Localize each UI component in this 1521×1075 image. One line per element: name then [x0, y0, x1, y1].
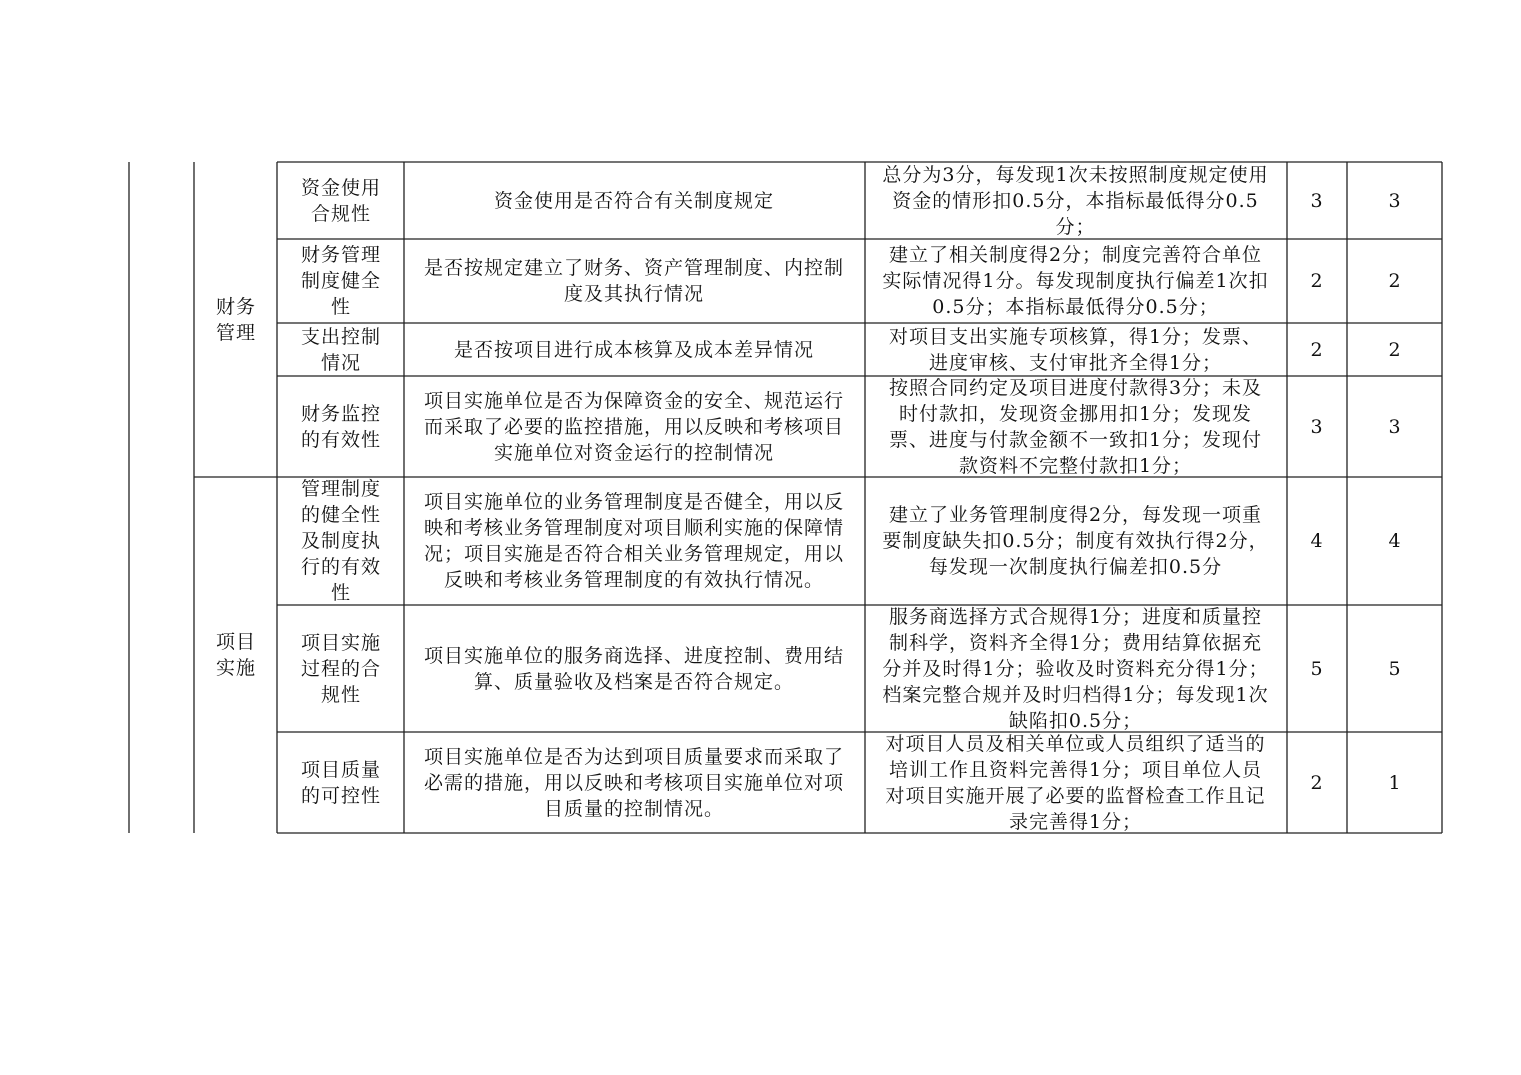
score-cell — [1348, 376, 1442, 477]
score-cell — [1348, 605, 1442, 732]
description-cell — [405, 732, 863, 833]
weight-value: 4 — [1310, 530, 1324, 552]
category-label: 财务管理 — [215, 295, 256, 344]
description-text: 项目实施单位的业务管理制度是否健全，用以反映和考核业务管理制度对项目顺利实施的保障情况；项目实施是否符合相关业务管理规定，用以反映和考核业务管理制度的有效执行情况。 — [423, 491, 844, 591]
indicator-cell — [278, 477, 404, 605]
description-text: 资金使用是否符合有关制度规定 — [493, 189, 774, 212]
score-value: 5 — [1388, 657, 1402, 680]
description-text: 是否按规定建立了财务、资产管理制度、内控制度及其执行情况 — [423, 257, 844, 305]
weight-cell — [1288, 376, 1346, 477]
standard-cell — [866, 605, 1285, 732]
indicator-text: 财务管理制度健全性 — [300, 244, 381, 318]
indicator-text: 支出控制情况 — [300, 325, 381, 374]
category-cell-finance — [196, 162, 276, 477]
score-value: 2 — [1388, 338, 1402, 361]
standard-cell — [866, 477, 1285, 605]
description-cell — [405, 162, 863, 239]
weight-value: 2 — [1310, 270, 1324, 292]
indicator-cell — [278, 239, 404, 323]
standard-cell — [866, 162, 1285, 239]
score-cell — [1348, 477, 1442, 605]
weight-cell — [1288, 732, 1346, 833]
score-cell — [1348, 732, 1442, 833]
indicator-text: 项目实施过程的合规性 — [300, 631, 381, 706]
indicator-cell — [278, 323, 404, 376]
indicator-text: 管理制度的健全性及制度执行的有效性 — [300, 478, 381, 604]
indicator-text: 财务监控的有效性 — [300, 402, 381, 451]
weight-value: 3 — [1310, 189, 1324, 212]
description-cell — [405, 323, 863, 376]
score-cell — [1348, 162, 1442, 239]
score-value: 1 — [1388, 771, 1402, 794]
weight-cell — [1288, 239, 1346, 323]
standard-cell — [866, 732, 1285, 833]
description-cell — [405, 605, 863, 732]
standard-text: 建立了业务管理制度得2分，每发现一项重要制度缺失扣0.5分；制度有效执行得2分，每发现一次制度执行偏差扣0.5分 — [882, 504, 1269, 578]
standard-text: 对项目支出实施专项核算，得1分；发票、进度审核、支付审批齐全得1分； — [888, 325, 1263, 374]
standard-text: 总分为3分，每发现1次未按照制度规定使用资金的情形扣0.5分，本指标最低得分0.5分； — [882, 163, 1269, 238]
score-cell — [1348, 239, 1442, 323]
indicator-cell — [278, 732, 404, 833]
description-text: 项目实施单位的服务商选择、进度控制、费用结算、质量验收及档案是否符合规定。 — [423, 644, 844, 693]
indicator-cell — [278, 605, 404, 732]
standard-text: 对项目人员及相关单位或人员组织了适当的培训工作且资料完善得1分；项目单位人员对项目实施开展了必要的监督检查工作且记录完善得1分； — [885, 732, 1266, 833]
standard-text: 服务商选择方式合规得1分；进度和质量控制科学，资料齐全得1分；费用结算依据充分并及时得1分；验收及时资料充分得1分；档案完整合规并及时归档得1分；每发现1次缺陷扣0.5分； — [882, 605, 1269, 732]
weight-value: 2 — [1310, 771, 1324, 794]
indicator-cell — [278, 376, 404, 477]
standard-cell — [866, 323, 1285, 376]
description-cell — [405, 477, 863, 605]
weight-cell — [1288, 605, 1346, 732]
weight-value: 2 — [1310, 338, 1324, 361]
description-cell — [405, 376, 863, 477]
description-text: 项目实施单位是否为保障资金的安全、规范运行而采取了必要的监控措施，用以反映和考核项目实施单位对资金运行的控制情况 — [423, 389, 844, 464]
weight-value: 3 — [1310, 415, 1324, 438]
weight-cell — [1288, 323, 1346, 376]
description-cell — [405, 239, 863, 323]
score-value: 3 — [1388, 415, 1402, 438]
description-text: 是否按项目进行成本核算及成本差异情况 — [453, 338, 814, 361]
indicator-cell — [278, 162, 404, 239]
category-label: 项目实施 — [215, 631, 256, 679]
description-text: 项目实施单位是否为达到项目质量要求而采取了必需的措施，用以反映和考核项目实施单位对项目质量的控制情况。 — [423, 745, 844, 820]
standard-text: 建立了相关制度得2分；制度完善符合单位实际情况得1分。每发现制度执行偏差1次扣0.5分；本指标最低得分0.5分； — [882, 244, 1269, 318]
indicator-text: 项目质量的可控性 — [300, 758, 381, 807]
score-cell — [1348, 323, 1442, 376]
score-value: 2 — [1388, 270, 1402, 292]
score-value: 3 — [1388, 189, 1402, 212]
standard-text: 按照合同约定及项目进度付款得3分；未及时付款扣，发现资金挪用扣1分；发现发票、进度与付款金额不一致扣1分；发现付款资料不完整付款扣1分； — [888, 376, 1263, 477]
standard-cell — [866, 239, 1285, 323]
category-cell-implementation — [196, 477, 276, 833]
weight-cell — [1288, 477, 1346, 605]
weight-value: 5 — [1310, 657, 1324, 680]
standard-cell — [866, 376, 1285, 477]
indicator-text: 资金使用合规性 — [300, 176, 381, 225]
weight-cell — [1288, 162, 1346, 239]
score-value: 4 — [1388, 530, 1402, 552]
